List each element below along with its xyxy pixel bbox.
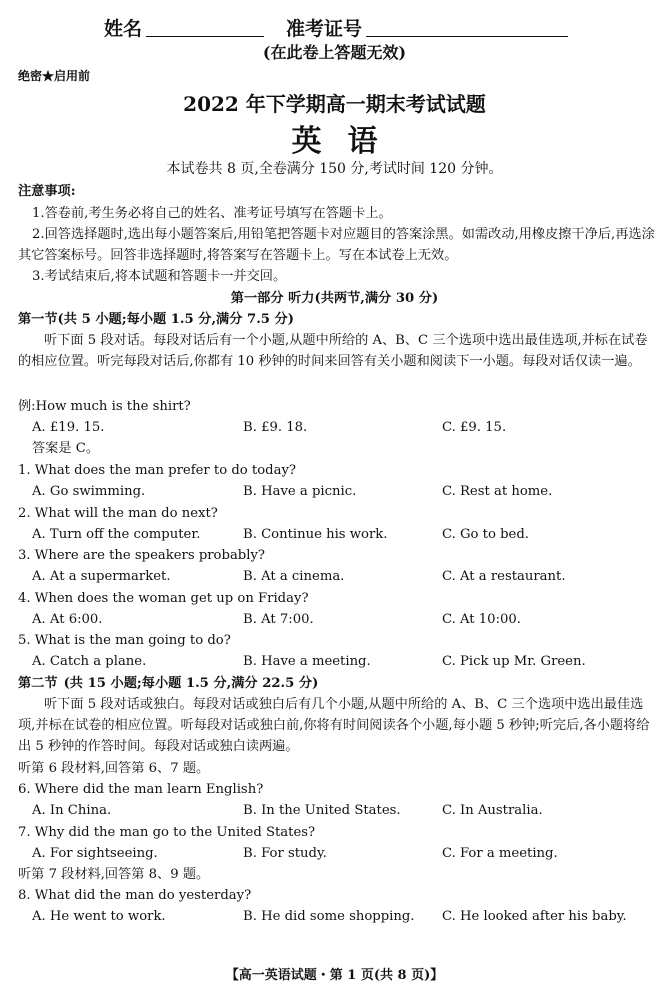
part1-title: 第一部分 听力(共两节,满分 30 分) (230, 291, 439, 306)
ticket-label: 准考证号 (286, 18, 363, 40)
exam-info: 本试卷共 8 页,全卷满分 150 分,考试时间 120 分钟。 (166, 161, 503, 177)
question-6-options (32, 800, 652, 821)
material-7-instruction: 听第 7 段材料,回答第 8、9 题。 (18, 867, 210, 882)
notice-item-2: 2.回答选择题时,选出每小题答案后,用铅笔把答题卡对应题目的答案涂黑。如需改动,用橡皮擦干净后,再选涂其它答案标号。回答非选择题时,将答案写在答题卡上。写在本试卷上无效。 (18, 227, 655, 263)
question-1-options (32, 481, 652, 502)
name-blank (146, 14, 264, 37)
option-a: A. Catch a plane. (32, 654, 147, 669)
section1-title: 第一节(共 5 小题;每小题 1.5 分,满分 7.5 分) (18, 312, 294, 327)
name-label: 姓名 (104, 18, 143, 40)
option-c: C. Rest at home. (442, 484, 553, 499)
section1-instructions: 听下面 5 段对话。每段对话后有一个小题,从题中所给的 A、B、C 三个选项中选出最佳选项,并标在试卷的相应位置。听完每段对话后,你都有 10 秒钟的时间来回答有关小题和阅读下一小题。每段对话仅读一遍。 (18, 333, 648, 369)
candidate-header (0, 14, 669, 42)
option-c: C. He looked after his baby. (442, 909, 627, 924)
option-c: C. Pick up Mr. Green. (442, 654, 586, 669)
option-a: A. For sightseeing. (32, 846, 158, 861)
question-6: 6. Where did the man learn English? (18, 782, 264, 797)
notice-item-1: 1.答卷前,考生务必将自己的姓名、准考证号填写在答题卡上。 (32, 206, 392, 221)
page-footer: 【高一英语试题・第 1 页(共 8 页)】 (225, 968, 444, 983)
question-8: 8. What did the man do yesterday? (18, 888, 252, 903)
option-b: B. Continue his work. (243, 527, 388, 542)
question-8-options (32, 906, 652, 927)
example-option-a: A. £19. 15. (32, 420, 105, 435)
option-b: B. At a cinema. (243, 569, 345, 584)
question-1: 1. What does the man prefer to do today? (18, 463, 296, 478)
option-c: C. In Australia. (442, 803, 543, 818)
option-b: B. He did some shopping. (243, 909, 415, 924)
question-3-options (32, 566, 652, 587)
question-7-options (32, 843, 652, 864)
secret-mark: 绝密★启用前 (18, 69, 91, 83)
question-2-options (32, 524, 652, 545)
option-a: A. Go swimming. (32, 484, 146, 499)
notice-heading: 注意事项: (18, 184, 76, 199)
section2-title (18, 673, 318, 694)
section2-title-main: 第二节 (18, 676, 58, 691)
exam-title: 2022 年下学期高一期末考试试题 (183, 92, 486, 116)
example-option-c: C. £9. 15. (442, 420, 507, 435)
example-option-b: B. £9. 18. (243, 420, 308, 435)
option-a: A. Turn off the computer. (32, 527, 201, 542)
option-c: C. At a restaurant. (442, 569, 566, 584)
question-4: 4. When does the woman get up on Friday? (18, 591, 309, 606)
question-5: 5. What is the man going to do? (18, 633, 231, 648)
material-6-instruction: 听第 6 段材料,回答第 6、7 题。 (18, 761, 210, 776)
notice-item-3: 3.考试结束后,将本试题和答题卡一并交回。 (32, 269, 287, 284)
question-3: 3. Where are the speakers probably? (18, 548, 265, 563)
option-a: A. He went to work. (32, 909, 166, 924)
option-b: B. In the United States. (243, 803, 401, 818)
option-a: A. At a supermarket. (32, 569, 171, 584)
option-a: A. In China. (32, 803, 112, 818)
option-b: B. Have a meeting. (243, 654, 371, 669)
option-c: C. For a meeting. (442, 846, 558, 861)
example-answer: 答案是 C。 (32, 441, 100, 456)
question-2: 2. What will the man do next? (18, 506, 218, 521)
option-b: B. For study. (243, 846, 327, 861)
question-7: 7. Why did the man go to the United States? (18, 825, 316, 840)
example-question: 例:How much is the shirt? (18, 399, 191, 414)
subject-title: 英语 (291, 124, 404, 159)
example-options (32, 417, 652, 438)
section2-title-detail: (共 15 小题;每小题 1.5 分,满分 22.5 分) (63, 676, 319, 691)
option-b: B. At 7:00. (243, 612, 314, 627)
question-4-options (32, 609, 652, 630)
section2-instructions: 听下面 5 段对话或独白。每段对话或独白后有几个小题,从题中所给的 A、B、C 三个选项中选出最佳选项,并标在试卷的相应位置。听每段对话或独白前,你将有时间阅读各个小题,每小题 5 秒钟;听完后,各小题将给出 5 秒钟的作答时间。每段对话或独白读两遍。 (18, 697, 650, 754)
option-a: A. At 6:00. (32, 612, 103, 627)
option-b: B. Have a picnic. (243, 484, 357, 499)
option-c: C. At 10:00. (442, 612, 521, 627)
question-5-options (32, 651, 652, 672)
option-c: C. Go to bed. (442, 527, 529, 542)
invalid-note: (在此卷上答题无效) (262, 43, 407, 62)
ticket-blank (366, 14, 568, 37)
